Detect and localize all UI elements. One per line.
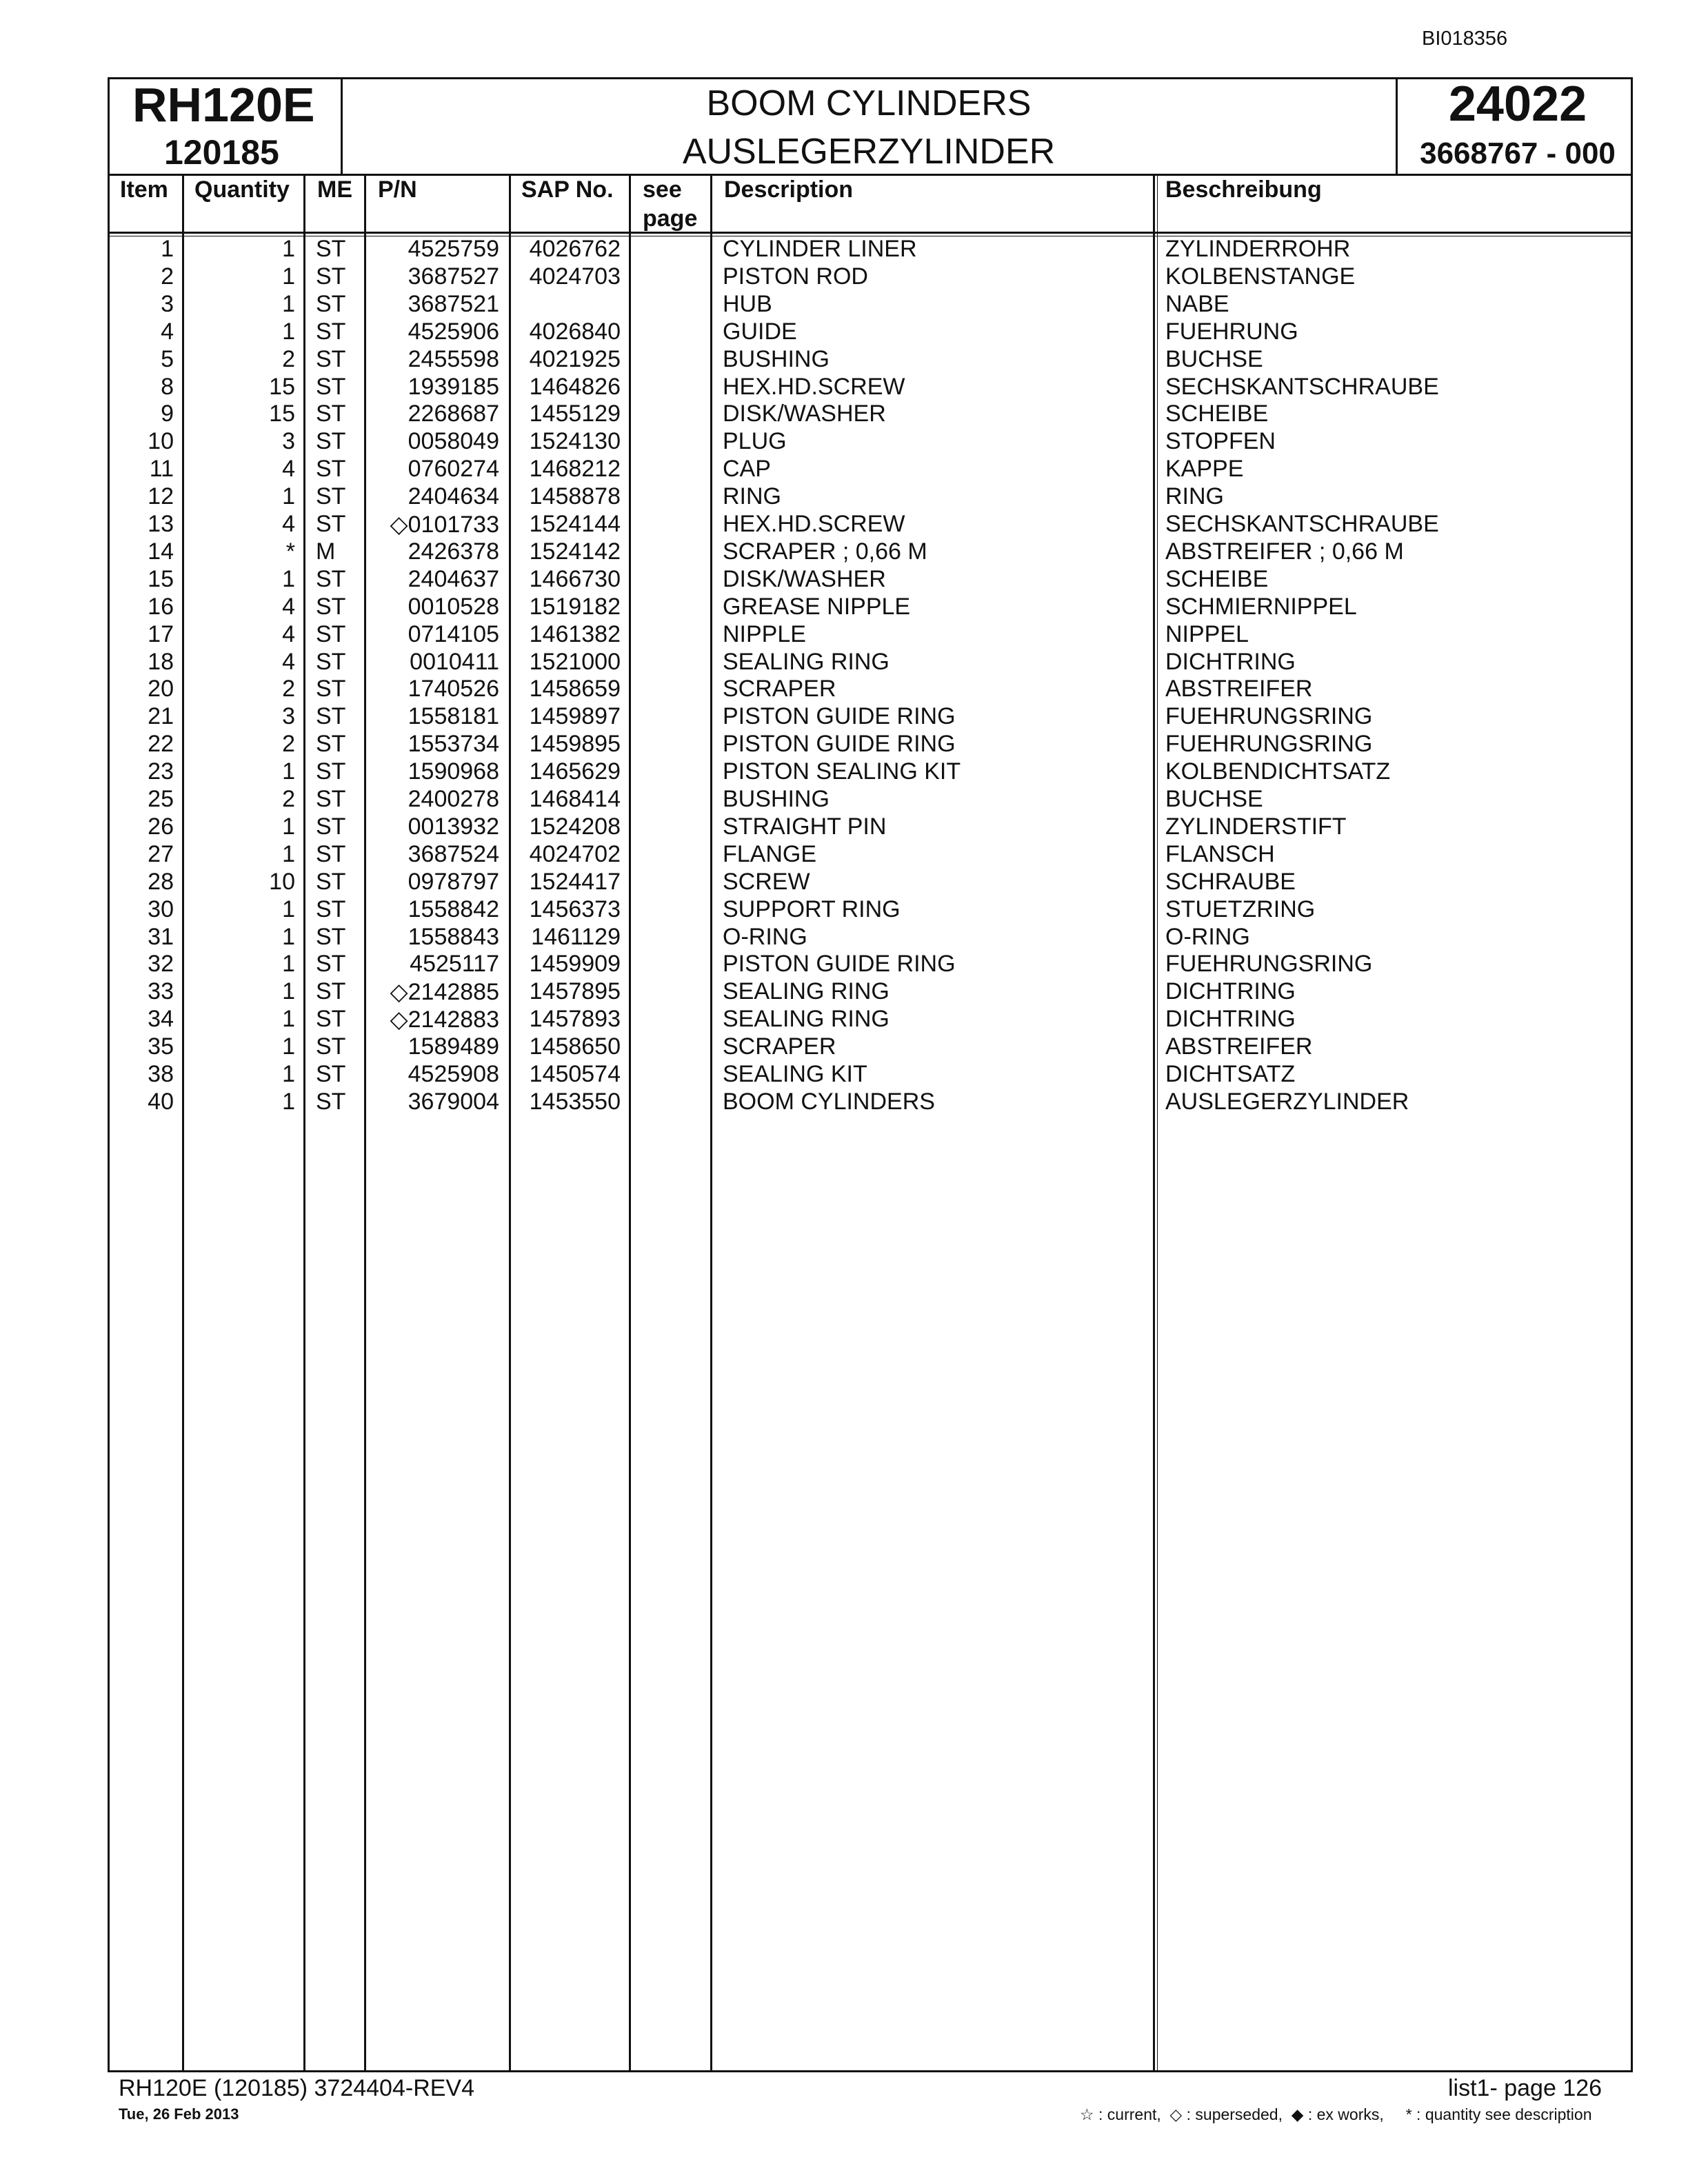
part-number-cell: 4525759 — [408, 236, 499, 262]
quantity-cell: * — [285, 538, 295, 565]
unit-cell: M — [316, 538, 336, 565]
part-number-cell: 2426378 — [408, 538, 499, 565]
sap-number-cell: 1450574 — [529, 1061, 621, 1087]
table-row — [0, 401, 1688, 428]
part-number-cell: 1558181 — [408, 703, 499, 730]
sap-number-cell: 1459897 — [529, 703, 621, 730]
header-divider — [108, 174, 1633, 176]
part-number-cell: 2455598 — [408, 345, 499, 372]
quantity-cell: 2 — [282, 786, 295, 812]
sap-number-cell: 4021925 — [529, 345, 621, 372]
description-cell: SEALING RING — [723, 648, 890, 675]
table-row — [0, 758, 1688, 786]
machine-serial: 120185 — [164, 133, 279, 172]
table-row — [0, 263, 1688, 291]
description-cell: PISTON GUIDE RING — [723, 731, 956, 758]
quantity-cell: 2 — [282, 345, 295, 372]
part-number-cell: 0013932 — [408, 813, 499, 840]
table-row — [0, 318, 1688, 346]
unit-cell: ST — [316, 318, 346, 345]
description-cell: RING — [723, 483, 781, 510]
sap-number-cell: 1464826 — [529, 373, 621, 400]
beschreibung-cell: DICHTSATZ — [1165, 1061, 1296, 1087]
unit-cell: ST — [316, 373, 346, 400]
part-number-cell: 0010528 — [408, 593, 499, 620]
group-document-number: 3668767 - 000 — [1420, 136, 1616, 170]
sap-number-cell: 1459895 — [529, 731, 621, 758]
description-cell: SEALING RING — [723, 1006, 890, 1033]
table-row — [0, 786, 1688, 813]
column-header-me: ME — [317, 176, 352, 203]
beschreibung-cell: STUETZRING — [1165, 896, 1316, 922]
quantity-cell: 1 — [282, 840, 295, 867]
column-header-item: Item — [120, 176, 168, 203]
quantity-cell: 3 — [282, 428, 295, 455]
description-cell: GREASE NIPPLE — [723, 593, 911, 620]
column-header-sap: SAP No. — [521, 176, 614, 203]
quantity-cell: 1 — [282, 1061, 295, 1087]
unit-cell: ST — [316, 1061, 346, 1087]
table-row — [0, 346, 1688, 374]
footer-page-number: list1- page 126 — [1448, 2075, 1602, 2101]
sap-number-cell: 1458878 — [529, 483, 621, 510]
description-cell: STRAIGHT PIN — [723, 813, 887, 840]
quantity-cell: 15 — [269, 373, 295, 400]
beschreibung-cell: SCHRAUBE — [1165, 868, 1296, 895]
quantity-cell: 10 — [269, 868, 295, 895]
unit-cell: ST — [316, 868, 346, 895]
part-number-cell: 2404634 — [408, 483, 499, 510]
item-number: 22 — [148, 731, 174, 758]
table-row — [0, 1006, 1688, 1033]
description-cell: SUPPORT RING — [723, 896, 901, 922]
item-number: 15 — [148, 565, 174, 592]
sap-number-cell: 1458650 — [529, 1033, 621, 1060]
unit-cell: ST — [316, 456, 346, 483]
quantity-cell: 1 — [282, 758, 295, 785]
footer-document-reference: RH120E (120185) 3724404-REV4 — [119, 2075, 475, 2101]
group-number: 24022 — [1448, 77, 1587, 132]
part-number-cell: 0760274 — [408, 456, 499, 483]
beschreibung-cell: ABSTREIFER — [1165, 1033, 1313, 1060]
item-number: 28 — [148, 868, 174, 895]
beschreibung-cell: FUEHRUNG — [1165, 318, 1298, 345]
item-number: 26 — [148, 813, 174, 840]
item-number: 20 — [148, 676, 174, 702]
beschreibung-cell: DICHTRING — [1165, 978, 1296, 1005]
description-cell: FLANGE — [723, 840, 817, 867]
description-cell: DISK/WASHER — [723, 401, 886, 427]
beschreibung-cell: NABE — [1165, 290, 1229, 317]
quantity-cell: 1 — [282, 896, 295, 922]
table-row — [0, 1061, 1688, 1089]
description-cell: SCRAPER ; 0,66 M — [723, 538, 927, 565]
unit-cell: ST — [316, 758, 346, 785]
table-row — [0, 566, 1688, 594]
unit-cell: ST — [316, 840, 346, 867]
sap-number-cell: 1524130 — [529, 428, 621, 455]
item-number: 9 — [161, 401, 174, 427]
quantity-cell: 1 — [282, 951, 295, 978]
description-cell: SCRAPER — [723, 1033, 836, 1060]
unit-cell: ST — [316, 731, 346, 758]
table-row — [0, 869, 1688, 896]
part-number-cell: ◇0101733 — [390, 512, 499, 538]
column-header-page: page — [643, 205, 698, 232]
beschreibung-cell: ABSTREIFER ; 0,66 M — [1165, 538, 1404, 565]
part-number-cell: 3687521 — [408, 290, 499, 317]
quantity-cell: 4 — [282, 456, 295, 483]
column-header-quantity: Quantity — [194, 176, 290, 203]
table-row — [0, 483, 1688, 511]
unit-cell: ST — [316, 236, 346, 262]
beschreibung-cell: DICHTRING — [1165, 648, 1296, 675]
unit-cell: ST — [316, 593, 346, 620]
item-number: 17 — [148, 620, 174, 647]
beschreibung-cell: NIPPEL — [1165, 620, 1249, 647]
part-number-cell: 0058049 — [408, 428, 499, 455]
unit-cell: ST — [316, 620, 346, 647]
quantity-cell: 4 — [282, 620, 295, 647]
description-cell: CAP — [723, 456, 771, 483]
beschreibung-cell: KOLBENSTANGE — [1165, 263, 1356, 290]
unit-cell: ST — [316, 676, 346, 702]
item-number: 10 — [148, 428, 174, 455]
beschreibung-cell: ABSTREIFER — [1165, 676, 1313, 702]
table-row — [0, 951, 1688, 978]
quantity-cell: 1 — [282, 236, 295, 262]
item-number: 1 — [161, 236, 174, 262]
table-row — [0, 374, 1688, 401]
quantity-cell: 4 — [282, 593, 295, 620]
table-row — [0, 291, 1688, 318]
part-number-cell: 1553734 — [408, 731, 499, 758]
item-number: 21 — [148, 703, 174, 730]
description-cell: SEALING KIT — [723, 1061, 867, 1087]
item-number: 35 — [148, 1033, 174, 1060]
sap-number-cell: 1457895 — [529, 978, 621, 1005]
beschreibung-cell: AUSLEGERZYLINDER — [1165, 1088, 1409, 1115]
sap-number-cell: 1461382 — [529, 620, 621, 647]
quantity-cell: 1 — [282, 290, 295, 317]
item-number: 12 — [148, 483, 174, 510]
description-cell: PISTON ROD — [723, 263, 868, 290]
description-cell: HEX.HD.SCREW — [723, 511, 905, 537]
table-row — [0, 731, 1688, 758]
description-cell: O-RING — [723, 923, 807, 950]
part-number-cell: 1740526 — [408, 676, 499, 702]
description-cell: SCREW — [723, 868, 810, 895]
item-number: 34 — [148, 1006, 174, 1033]
table-row — [0, 538, 1688, 566]
table-row — [0, 1089, 1688, 1116]
table-row — [0, 236, 1688, 263]
item-number: 3 — [161, 290, 174, 317]
unit-cell: ST — [316, 1006, 346, 1033]
item-number: 27 — [148, 840, 174, 867]
unit-cell: ST — [316, 565, 346, 592]
sap-number-cell: 1468414 — [529, 786, 621, 812]
unit-cell: ST — [316, 813, 346, 840]
unit-cell: ST — [316, 428, 346, 455]
item-number: 25 — [148, 786, 174, 812]
quantity-cell: 4 — [282, 511, 295, 537]
column-header-see: see — [643, 176, 682, 203]
table-row — [0, 511, 1688, 538]
quantity-cell: 1 — [282, 318, 295, 345]
part-number-cell: 4525908 — [408, 1061, 499, 1087]
sap-number-cell: 1453550 — [529, 1088, 621, 1115]
item-number: 5 — [161, 345, 174, 372]
unit-cell: ST — [316, 290, 346, 317]
table-row — [0, 456, 1688, 483]
part-number-cell: 0714105 — [408, 620, 499, 647]
beschreibung-cell: STOPFEN — [1165, 428, 1276, 455]
table-row — [0, 924, 1688, 951]
beschreibung-cell: SCHEIBE — [1165, 401, 1269, 427]
unit-cell: ST — [316, 263, 346, 290]
machine-model: RH120E — [132, 78, 315, 132]
sap-number-cell: 1524142 — [529, 538, 621, 565]
quantity-cell: 1 — [282, 565, 295, 592]
unit-cell: ST — [316, 1033, 346, 1060]
sap-number-cell: 4024702 — [529, 840, 621, 867]
description-cell: SEALING RING — [723, 978, 890, 1005]
table-row — [0, 841, 1688, 869]
table-row — [0, 428, 1688, 456]
beschreibung-cell: SECHSKANTSCHRAUBE — [1165, 511, 1439, 537]
part-number-cell: 2400278 — [408, 786, 499, 812]
part-number-cell: 1590968 — [408, 758, 499, 785]
quantity-cell: 2 — [282, 676, 295, 702]
beschreibung-cell: KAPPE — [1165, 456, 1244, 483]
unit-cell: ST — [316, 923, 346, 950]
quantity-cell: 1 — [282, 1006, 295, 1033]
beschreibung-cell: ZYLINDERSTIFT — [1165, 813, 1347, 840]
beschreibung-cell: SECHSKANTSCHRAUBE — [1165, 373, 1439, 400]
part-number-cell: 3687524 — [408, 840, 499, 867]
beschreibung-cell: FUEHRUNGSRING — [1165, 703, 1373, 730]
description-cell: BUSHING — [723, 345, 830, 372]
sap-number-cell: 1465629 — [529, 758, 621, 785]
unit-cell: ST — [316, 345, 346, 372]
beschreibung-cell: RING — [1165, 483, 1224, 510]
unit-cell: ST — [316, 648, 346, 675]
part-number-cell: 0978797 — [408, 868, 499, 895]
item-number: 38 — [148, 1061, 174, 1087]
unit-cell: ST — [316, 483, 346, 510]
description-cell: DISK/WASHER — [723, 565, 886, 592]
part-number-cell: 1939185 — [408, 373, 499, 400]
unit-cell: ST — [316, 1088, 346, 1115]
part-number-cell: 2268687 — [408, 401, 499, 427]
item-number: 40 — [148, 1088, 174, 1115]
part-number-cell: 2404637 — [408, 565, 499, 592]
beschreibung-cell: KOLBENDICHTSATZ — [1165, 758, 1391, 785]
column-header-divider — [108, 232, 1633, 234]
item-number: 18 — [148, 648, 174, 675]
item-number: 33 — [148, 978, 174, 1005]
part-number-cell: 4525906 — [408, 318, 499, 345]
beschreibung-cell: O-RING — [1165, 923, 1250, 950]
table-row — [0, 649, 1688, 676]
quantity-cell: 2 — [282, 731, 295, 758]
unit-cell: ST — [316, 786, 346, 812]
sap-number-cell: 4024703 — [529, 263, 621, 290]
description-cell: GUIDE — [723, 318, 797, 345]
part-number-cell: 0010411 — [410, 648, 499, 675]
item-number: 8 — [161, 373, 174, 400]
item-number: 13 — [148, 511, 174, 537]
table-row — [0, 594, 1688, 621]
description-cell: PISTON SEALING KIT — [723, 758, 961, 785]
beschreibung-cell: BUCHSE — [1165, 345, 1263, 372]
sap-number-cell: 4026762 — [529, 236, 621, 262]
description-cell: PLUG — [723, 428, 787, 455]
sap-number-cell: 1466730 — [529, 565, 621, 592]
part-number-cell: ◇2142883 — [390, 1007, 499, 1033]
sap-number-cell: 1459909 — [529, 951, 621, 978]
quantity-cell: 3 — [282, 703, 295, 730]
sap-number-cell: 1519182 — [529, 593, 621, 620]
quantity-cell: 4 — [282, 648, 295, 675]
quantity-cell: 1 — [282, 483, 295, 510]
page-title-german: AUSLEGERZYLINDER — [682, 132, 1056, 172]
footer-date: Tue, 26 Feb 2013 — [119, 2105, 239, 2123]
beschreibung-cell: BUCHSE — [1165, 786, 1263, 812]
beschreibung-cell: FLANSCH — [1165, 840, 1275, 867]
beschreibung-cell: SCHEIBE — [1165, 565, 1269, 592]
description-cell: NIPPLE — [723, 620, 806, 647]
sap-number-cell: 1524208 — [529, 813, 621, 840]
item-number: 30 — [148, 896, 174, 922]
quantity-cell: 1 — [282, 978, 295, 1005]
part-number-cell: 3687527 — [408, 263, 499, 290]
title-block-divider-right — [1396, 77, 1398, 175]
item-number: 16 — [148, 593, 174, 620]
sap-number-cell: 1456373 — [529, 896, 621, 922]
item-number: 2 — [161, 263, 174, 290]
quantity-cell: 1 — [282, 923, 295, 950]
column-header-beschreibung: Beschreibung — [1165, 176, 1322, 203]
sap-number-cell: 1458659 — [529, 676, 621, 702]
page-title-english: BOOM CYLINDERS — [706, 83, 1032, 123]
sap-number-cell: 1455129 — [529, 401, 621, 427]
beschreibung-cell: DICHTRING — [1165, 1006, 1296, 1033]
description-cell: BOOM CYLINDERS — [723, 1088, 935, 1115]
description-cell: CYLINDER LINER — [723, 236, 917, 262]
description-cell: BUSHING — [723, 786, 830, 812]
unit-cell: ST — [316, 978, 346, 1005]
column-header-description: Description — [724, 176, 854, 203]
item-number: 23 — [148, 758, 174, 785]
sap-number-cell: 1468212 — [529, 456, 621, 483]
beschreibung-cell: SCHMIERNIPPEL — [1165, 593, 1357, 620]
description-cell: PISTON GUIDE RING — [723, 703, 956, 730]
description-cell: SCRAPER — [723, 676, 836, 702]
sap-number-cell: 1521000 — [529, 648, 621, 675]
quantity-cell: 1 — [282, 813, 295, 840]
part-number-cell: 1558843 — [408, 923, 499, 950]
beschreibung-cell: FUEHRUNGSRING — [1165, 951, 1373, 978]
document-id: BI018356 — [1422, 28, 1508, 50]
table-row — [0, 703, 1688, 731]
quantity-cell: 1 — [282, 1088, 295, 1115]
beschreibung-cell: FUEHRUNGSRING — [1165, 731, 1373, 758]
description-cell: HUB — [723, 290, 772, 317]
item-number: 32 — [148, 951, 174, 978]
item-number: 31 — [148, 923, 174, 950]
table-row — [0, 621, 1688, 649]
beschreibung-cell: ZYLINDERROHR — [1165, 236, 1351, 262]
symbol-legend: ☆ : current, ◇ : superseded, ◆ : ex works, * : quantity see description — [1080, 2105, 1592, 2123]
unit-cell: ST — [316, 511, 346, 537]
sap-number-cell: 1461129 — [531, 923, 621, 950]
unit-cell: ST — [316, 703, 346, 730]
part-number-cell: 4525117 — [410, 951, 499, 978]
part-number-cell: 1589489 — [408, 1033, 499, 1060]
table-row — [0, 676, 1688, 703]
unit-cell: ST — [316, 951, 346, 978]
part-number-cell: 3679004 — [408, 1088, 499, 1115]
sap-number-cell: 1524417 — [529, 868, 621, 895]
item-number: 4 — [161, 318, 174, 345]
part-number-cell: ◇2142885 — [390, 979, 499, 1006]
quantity-cell: 1 — [282, 1033, 295, 1060]
quantity-cell: 15 — [269, 401, 295, 427]
sap-number-cell: 1524144 — [529, 511, 621, 537]
item-number: 14 — [148, 538, 174, 565]
description-cell: PISTON GUIDE RING — [723, 951, 956, 978]
table-row — [0, 1033, 1688, 1061]
part-number-cell: 1558842 — [408, 896, 499, 922]
item-number: 11 — [149, 456, 174, 483]
quantity-cell: 1 — [282, 263, 295, 290]
table-row — [0, 978, 1688, 1006]
unit-cell: ST — [316, 401, 346, 427]
sap-number-cell: 1457893 — [529, 1006, 621, 1033]
table-row — [0, 896, 1688, 924]
unit-cell: ST — [316, 896, 346, 922]
sap-number-cell: 4026840 — [529, 318, 621, 345]
column-header-pn: P/N — [378, 176, 417, 203]
table-row — [0, 813, 1688, 841]
description-cell: HEX.HD.SCREW — [723, 373, 905, 400]
